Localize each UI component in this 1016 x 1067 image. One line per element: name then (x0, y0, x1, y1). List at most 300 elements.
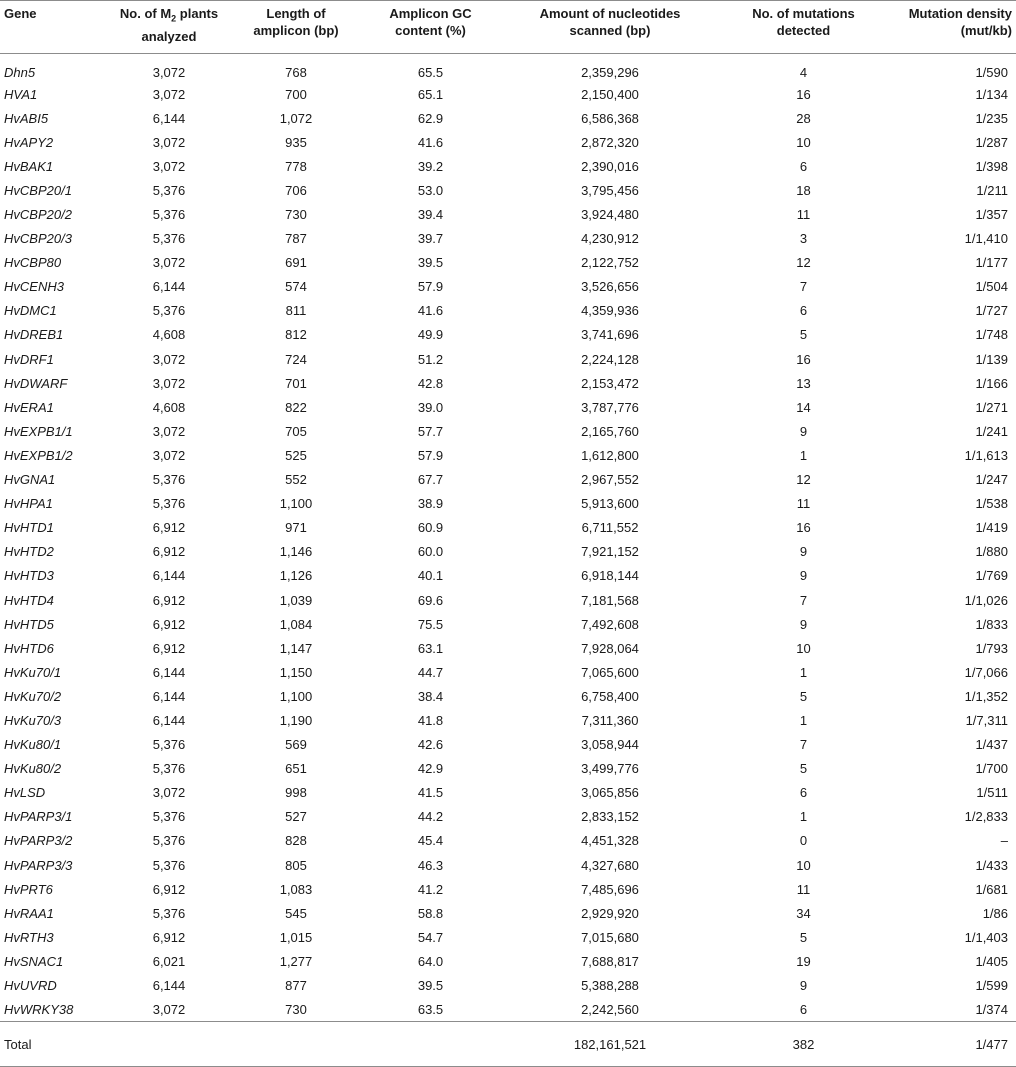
cell-gene: HvHTD5 (4, 616, 54, 632)
cell-gene: HvPARP3/3 (4, 857, 73, 873)
cell-nucleotides-scanned: 3,058,944 (581, 737, 639, 753)
cell-plants-analyzed: 6,912 (152, 592, 186, 608)
cell-gene: HvDREB1 (4, 327, 64, 343)
cell-mutation-density: 1/247 (975, 472, 1008, 488)
table-total (0, 1022, 1016, 1067)
cell-gene: HvCBP80 (4, 255, 62, 271)
cell-gene: HVA1 (4, 86, 38, 102)
cell-gc-content: 38.9 (417, 496, 444, 512)
cell-amplicon-length: 1,277 (279, 953, 313, 969)
cell-mutations-detected: 7 (799, 279, 808, 295)
cell-mutations-detected: 6 (799, 303, 808, 319)
cell-mutation-density: 1/211 (976, 182, 1008, 198)
cell-nucleotides-scanned: 3,065,856 (581, 785, 639, 801)
cell-plants-analyzed: 3,072 (152, 785, 186, 801)
cell-mutations-detected: 1 (799, 809, 808, 825)
cell-mutation-density: 1/2,833 (964, 809, 1008, 825)
table-row (0, 202, 1016, 226)
cell-mutations-detected: 9 (799, 544, 808, 560)
cell-mutation-density: 1/86 (982, 905, 1008, 921)
table-row (0, 323, 1016, 347)
cell-gc-content: 51.2 (417, 351, 444, 367)
cell-nucleotides-scanned: 7,311,360 (581, 712, 639, 728)
cell-gc-content: 45.4 (417, 833, 444, 849)
cell-gene: HvPARP3/2 (4, 833, 73, 849)
cell-nucleotides-scanned: 7,015,680 (581, 929, 639, 945)
cell-amplicon-length: 828 (285, 833, 307, 849)
table-row (0, 419, 1016, 443)
cell-mutations-detected: 12 (796, 255, 811, 271)
header-amplicon-length: Length of amplicon (bp) (228, 1, 364, 54)
cell-plants-analyzed: 6,144 (152, 978, 186, 994)
cell-mutation-density: 1/166 (975, 375, 1008, 391)
cell-gc-content: 64.0 (417, 953, 444, 969)
cell-amplicon-length: 1,084 (279, 616, 313, 632)
cell-amplicon-length: 811 (285, 303, 307, 319)
cell-plants-analyzed: 6,144 (152, 568, 186, 584)
cell-mutations-detected: 9 (799, 978, 808, 994)
cell-gc-content: 57.7 (417, 423, 444, 439)
cell-mutations-detected: 5 (799, 688, 808, 704)
cell-gene: HvAPY2 (4, 134, 54, 150)
cell-plants-analyzed: 3,072 (152, 447, 186, 463)
cell-mutations-detected: 12 (796, 472, 811, 488)
cell-amplicon-length: 1,100 (279, 688, 313, 704)
cell-plants-analyzed: 6,144 (152, 688, 186, 704)
cell-nucleotides-scanned: 7,921,152 (581, 544, 639, 560)
table-row (0, 492, 1016, 516)
cell-nucleotides-scanned: 6,758,400 (581, 688, 639, 704)
cell-gene: HvDWARF (4, 375, 68, 391)
table-row (0, 347, 1016, 371)
cell-mutation-density: 1/681 (975, 881, 1008, 897)
cell-mutation-density: 1/241 (975, 423, 1008, 439)
header-mutations-detected: No. of mutations detected (723, 1, 884, 54)
cell-mutation-density: 1/793 (975, 640, 1008, 656)
table-row (0, 949, 1016, 973)
cell-gc-content: 41.5 (417, 785, 444, 801)
cell-mutations-detected: 13 (796, 375, 811, 391)
cell-mutations-detected: 18 (796, 182, 811, 198)
cell-nucleotides-scanned: 2,359,296 (581, 64, 639, 80)
cell-mutations-detected: 11 (796, 207, 811, 223)
cell-mutations-detected: 6 (799, 785, 808, 801)
cell-amplicon-length: 1,150 (279, 664, 313, 680)
cell-amplicon-length: 787 (285, 231, 307, 247)
cell-gene: HvKu80/1 (4, 737, 62, 753)
table-row (0, 998, 1016, 1022)
cell-amplicon-length: 812 (285, 327, 307, 343)
cell-gene: HvERA1 (4, 399, 54, 415)
cell-nucleotides-scanned: 6,918,144 (581, 568, 639, 584)
header-gc-content: Amplicon GC content (%) (364, 1, 497, 54)
total-label: Total (0, 1022, 110, 1067)
cell-plants-analyzed: 5,376 (152, 207, 186, 223)
cell-mutation-density: 1/134 (975, 86, 1008, 102)
cell-mutations-detected: 34 (796, 905, 811, 921)
cell-gene: HvHTD6 (4, 640, 54, 656)
cell-plants-analyzed: 5,376 (152, 182, 186, 198)
cell-mutations-detected: 19 (796, 953, 811, 969)
cell-nucleotides-scanned: 2,153,472 (581, 375, 639, 391)
cell-gene: HvDMC1 (4, 303, 57, 319)
cell-gene: HvHTD2 (4, 544, 54, 560)
cell-mutations-detected: 7 (799, 737, 808, 753)
cell-amplicon-length: 724 (285, 351, 307, 367)
table-row (0, 516, 1016, 540)
cell-mutation-density: 1/287 (975, 134, 1008, 150)
cell-gc-content: 42.9 (417, 761, 444, 777)
cell-amplicon-length: 574 (285, 279, 307, 295)
cell-plants-analyzed: 5,376 (152, 231, 186, 247)
cell-gene: Dhn5 (4, 64, 36, 80)
cell-nucleotides-scanned: 3,795,456 (581, 182, 639, 198)
cell-amplicon-length: 651 (285, 761, 307, 777)
cell-mutations-detected: 1 (799, 712, 808, 728)
cell-mutation-density: 1/433 (975, 857, 1008, 873)
cell-mutations-detected: 5 (799, 929, 808, 945)
cell-plants-analyzed: 6,912 (152, 616, 186, 632)
cell-plants-analyzed: 3,072 (152, 86, 186, 102)
cell-mutation-density: 1/1,352 (964, 688, 1008, 704)
cell-plants-analyzed: 3,072 (152, 64, 186, 80)
cell-nucleotides-scanned: 5,388,288 (581, 978, 639, 994)
cell-mutation-density: 1/139 (975, 351, 1008, 367)
cell-mutations-detected: 9 (799, 423, 808, 439)
table-row (0, 588, 1016, 612)
cell-gc-content: 60.0 (417, 544, 444, 560)
cell-nucleotides-scanned: 4,451,328 (581, 833, 639, 849)
cell-mutation-density: 1/1,410 (964, 231, 1008, 247)
table-row (0, 877, 1016, 901)
cell-mutations-detected: 9 (799, 568, 808, 584)
header-nucleotides-scanned: Amount of nucleotides scanned (bp) (497, 1, 723, 54)
cell-mutation-density: 1/405 (975, 953, 1008, 969)
cell-amplicon-length: 1,039 (279, 592, 313, 608)
cell-gene: HvHPA1 (4, 496, 53, 512)
cell-mutation-density: 1/833 (975, 616, 1008, 632)
table-row (0, 154, 1016, 178)
cell-nucleotides-scanned: 7,928,064 (581, 640, 639, 656)
cell-gc-content: 39.4 (417, 207, 444, 223)
cell-amplicon-length: 706 (285, 182, 307, 198)
cell-gc-content: 44.2 (417, 809, 444, 825)
cell-gene: HvKu70/3 (4, 712, 62, 728)
cell-plants-analyzed: 5,376 (152, 833, 186, 849)
cell-mutation-density: 1/590 (975, 64, 1008, 80)
cell-amplicon-length: 935 (285, 134, 307, 150)
cell-amplicon-length: 527 (285, 809, 307, 825)
cell-mutations-detected: 9 (799, 616, 808, 632)
cell-gene: HvPARP3/1 (4, 809, 73, 825)
cell-plants-analyzed: 3,072 (152, 158, 186, 174)
cell-amplicon-length: 822 (285, 399, 307, 415)
cell-nucleotides-scanned: 6,586,368 (581, 110, 639, 126)
total-mutations: 382 (723, 1022, 884, 1067)
cell-nucleotides-scanned: 7,065,600 (581, 664, 639, 680)
cell-mutation-density: 1/7,311 (965, 712, 1008, 728)
cell-gc-content: 49.9 (417, 327, 444, 343)
table-row (0, 564, 1016, 588)
cell-nucleotides-scanned: 4,230,912 (581, 231, 639, 247)
cell-plants-analyzed: 6,144 (152, 664, 186, 680)
cell-mutation-density: 1/599 (975, 978, 1008, 994)
total-nucleotides: 182,161,521 (497, 1022, 723, 1067)
cell-mutations-detected: 28 (796, 110, 811, 126)
cell-plants-analyzed: 5,376 (152, 857, 186, 873)
cell-plants-analyzed: 4,608 (152, 399, 186, 415)
cell-mutation-density: 1/7,066 (964, 664, 1008, 680)
cell-nucleotides-scanned: 2,967,552 (581, 472, 639, 488)
cell-amplicon-length: 730 (285, 207, 307, 223)
cell-gene: HvDRF1 (4, 351, 54, 367)
cell-plants-analyzed: 6,144 (152, 110, 186, 126)
cell-mutations-detected: 10 (796, 857, 811, 873)
cell-gene: HvHTD4 (4, 592, 54, 608)
cell-gc-content: 57.9 (417, 279, 444, 295)
table-row (0, 54, 1016, 83)
cell-nucleotides-scanned: 3,741,696 (581, 327, 639, 343)
cell-gene: HvBAK1 (4, 158, 54, 174)
cell-nucleotides-scanned: 4,359,936 (581, 303, 639, 319)
cell-amplicon-length: 778 (285, 158, 307, 174)
cell-mutations-detected: 11 (796, 496, 811, 512)
cell-mutation-density: 1/437 (975, 737, 1008, 753)
table-row (0, 227, 1016, 251)
cell-gene: HvSNAC1 (4, 953, 64, 969)
header-mutation-density: Mutation density (mut/kb) (884, 1, 1016, 54)
cell-gene: HvEXPB1/2 (4, 447, 73, 463)
cell-amplicon-length: 768 (285, 64, 307, 80)
cell-mutations-detected: 6 (799, 158, 808, 174)
cell-nucleotides-scanned: 2,390,016 (581, 158, 639, 174)
cell-amplicon-length: 805 (285, 857, 307, 873)
cell-gc-content: 39.7 (417, 231, 444, 247)
cell-plants-analyzed: 6,144 (152, 279, 186, 295)
cell-nucleotides-scanned: 3,526,656 (581, 279, 639, 295)
table-row (0, 299, 1016, 323)
cell-gc-content: 57.9 (417, 447, 444, 463)
cell-mutations-detected: 1 (799, 447, 808, 463)
cell-amplicon-length: 730 (285, 1001, 307, 1017)
cell-nucleotides-scanned: 2,150,400 (581, 86, 639, 102)
cell-mutations-detected: 6 (799, 1001, 808, 1017)
cell-nucleotides-scanned: 7,485,696 (581, 881, 639, 897)
table-row (0, 178, 1016, 202)
table-row (0, 901, 1016, 925)
cell-amplicon-length: 705 (285, 423, 307, 439)
cell-nucleotides-scanned: 1,612,800 (581, 447, 639, 463)
total-plants (110, 1022, 228, 1067)
cell-mutation-density: 1/1,403 (964, 929, 1008, 945)
cell-gc-content: 41.2 (417, 881, 444, 897)
cell-gc-content: 40.1 (417, 568, 444, 584)
cell-amplicon-length: 1,147 (279, 640, 313, 656)
cell-plants-analyzed: 6,912 (152, 929, 186, 945)
cell-amplicon-length: 971 (285, 520, 307, 536)
cell-plants-analyzed: 6,912 (152, 520, 186, 536)
cell-plants-analyzed: 3,072 (152, 255, 186, 271)
cell-amplicon-length: 1,146 (279, 544, 313, 560)
cell-plants-analyzed: 6,021 (152, 953, 186, 969)
cell-nucleotides-scanned: 2,872,320 (581, 134, 639, 150)
table-row (0, 853, 1016, 877)
cell-amplicon-length: 1,100 (279, 496, 313, 512)
cell-mutation-density: 1/357 (975, 207, 1008, 223)
table-row (0, 130, 1016, 154)
cell-gc-content: 53.0 (417, 182, 444, 198)
table-header (0, 1, 1016, 54)
cell-gene: HvWRKY38 (4, 1001, 74, 1017)
table-row (0, 973, 1016, 997)
cell-plants-analyzed: 3,072 (152, 351, 186, 367)
total-row (0, 1022, 1016, 1067)
cell-gene: HvKu70/1 (4, 664, 62, 680)
cell-gene: HvCBP20/1 (4, 182, 72, 198)
cell-plants-analyzed: 5,376 (152, 303, 186, 319)
cell-mutation-density: 1/1,026 (964, 592, 1008, 608)
cell-amplicon-length: 998 (285, 785, 307, 801)
cell-mutation-density: 1/769 (975, 568, 1008, 584)
cell-gc-content: 46.3 (417, 857, 444, 873)
table-row (0, 443, 1016, 467)
cell-mutation-density: 1/374 (975, 1001, 1008, 1017)
cell-gc-content: 65.5 (417, 64, 444, 80)
cell-plants-analyzed: 6,144 (152, 712, 186, 728)
table-row (0, 612, 1016, 636)
cell-mutations-detected: 11 (796, 881, 811, 897)
cell-gc-content: 41.6 (417, 134, 444, 150)
cell-gene: HvCBP20/3 (4, 231, 72, 247)
cell-nucleotides-scanned: 7,181,568 (581, 592, 639, 608)
cell-amplicon-length: 1,072 (279, 110, 313, 126)
cell-amplicon-length: 1,083 (279, 881, 313, 897)
cell-gc-content: 38.4 (417, 688, 444, 704)
cell-gc-content: 69.6 (417, 592, 444, 608)
cell-gc-content: 41.6 (417, 303, 444, 319)
table-row (0, 829, 1016, 853)
total-length (228, 1022, 364, 1067)
cell-gene: HvABI5 (4, 110, 49, 126)
cell-nucleotides-scanned: 2,224,128 (581, 351, 639, 367)
cell-plants-analyzed: 3,072 (152, 375, 186, 391)
cell-nucleotides-scanned: 2,929,920 (581, 905, 639, 921)
table-row (0, 925, 1016, 949)
header-gene: Gene (0, 1, 110, 54)
cell-gc-content: 75.5 (417, 616, 444, 632)
table-row (0, 781, 1016, 805)
cell-gc-content: 63.1 (417, 640, 444, 656)
cell-mutation-density: 1/727 (975, 303, 1008, 319)
cell-mutation-density: 1/880 (975, 544, 1008, 560)
cell-amplicon-length: 1,190 (279, 712, 313, 728)
cell-nucleotides-scanned: 2,165,760 (581, 423, 639, 439)
cell-mutation-density: 1/538 (975, 496, 1008, 512)
cell-amplicon-length: 691 (285, 255, 307, 271)
cell-gc-content: 62.9 (417, 110, 444, 126)
table-row (0, 106, 1016, 130)
cell-gene: HvRAA1 (4, 905, 54, 921)
cell-mutation-density: 1/398 (975, 158, 1008, 174)
cell-mutations-detected: 16 (796, 520, 811, 536)
cell-nucleotides-scanned: 6,711,552 (581, 520, 639, 536)
cell-plants-analyzed: 3,072 (152, 423, 186, 439)
cell-mutations-detected: 10 (796, 640, 811, 656)
cell-nucleotides-scanned: 5,913,600 (581, 496, 639, 512)
cell-amplicon-length: 1,015 (279, 929, 313, 945)
cell-nucleotides-scanned: 4,327,680 (581, 857, 639, 873)
cell-gc-content: 54.7 (417, 929, 444, 945)
cell-plants-analyzed: 3,072 (152, 1001, 186, 1017)
cell-gene: HvKu80/2 (4, 761, 62, 777)
table-row (0, 395, 1016, 419)
cell-plants-analyzed: 5,376 (152, 737, 186, 753)
cell-mutation-density: 1/419 (975, 520, 1008, 536)
cell-amplicon-length: 552 (285, 472, 307, 488)
cell-nucleotides-scanned: 2,833,152 (581, 809, 639, 825)
cell-mutation-density: 1/177 (975, 255, 1008, 271)
cell-gc-content: 63.5 (417, 1001, 444, 1017)
cell-mutation-density: 1/748 (975, 327, 1008, 343)
table-row (0, 540, 1016, 564)
cell-gene: HvKu70/2 (4, 688, 62, 704)
cell-gene: HvCBP20/2 (4, 207, 72, 223)
cell-gc-content: 42.6 (417, 737, 444, 753)
cell-gc-content: 67.7 (417, 472, 444, 488)
cell-gene: HvPRT6 (4, 881, 53, 897)
cell-plants-analyzed: 6,912 (152, 544, 186, 560)
cell-gc-content: 42.8 (417, 375, 444, 391)
cell-mutations-detected: 5 (799, 327, 808, 343)
cell-gc-content: 44.7 (417, 664, 444, 680)
cell-mutations-detected: 10 (796, 134, 811, 150)
cell-nucleotides-scanned: 3,924,480 (581, 207, 639, 223)
cell-plants-analyzed: 5,376 (152, 496, 186, 512)
cell-nucleotides-scanned: 7,688,817 (581, 953, 639, 969)
cell-gc-content: 39.2 (417, 158, 444, 174)
table-row (0, 708, 1016, 732)
table-row (0, 660, 1016, 684)
header-row (0, 1, 1016, 54)
cell-mutations-detected: 4 (799, 64, 808, 80)
cell-gene: HvEXPB1/1 (4, 423, 73, 439)
table-row (0, 636, 1016, 660)
cell-gc-content: 65.1 (417, 86, 444, 102)
cell-gene: HvCENH3 (4, 279, 64, 295)
cell-gc-content: 60.9 (417, 520, 444, 536)
table-row (0, 371, 1016, 395)
table-body (0, 54, 1016, 1022)
cell-gene: HvUVRD (4, 978, 57, 994)
cell-amplicon-length: 700 (285, 86, 307, 102)
cell-nucleotides-scanned: 3,787,776 (581, 399, 639, 415)
cell-amplicon-length: 701 (285, 375, 307, 391)
cell-amplicon-length: 569 (285, 737, 307, 753)
cell-mutation-density: 1/1,613 (964, 447, 1008, 463)
total-gc (364, 1022, 497, 1067)
total-density: 1/477 (884, 1022, 1016, 1067)
header-plants-analyzed: No. of $M_2$ plants analyzed (110, 1, 228, 54)
cell-gc-content: 41.8 (417, 712, 444, 728)
cell-gene: HvLSD (4, 785, 46, 801)
table-row (0, 82, 1016, 106)
cell-mutations-detected: 16 (796, 351, 811, 367)
table-row (0, 275, 1016, 299)
cell-mutation-density: 1/511 (976, 785, 1008, 801)
cell-amplicon-length: 545 (285, 905, 307, 921)
table-row (0, 757, 1016, 781)
cell-mutations-detected: 14 (796, 399, 811, 415)
